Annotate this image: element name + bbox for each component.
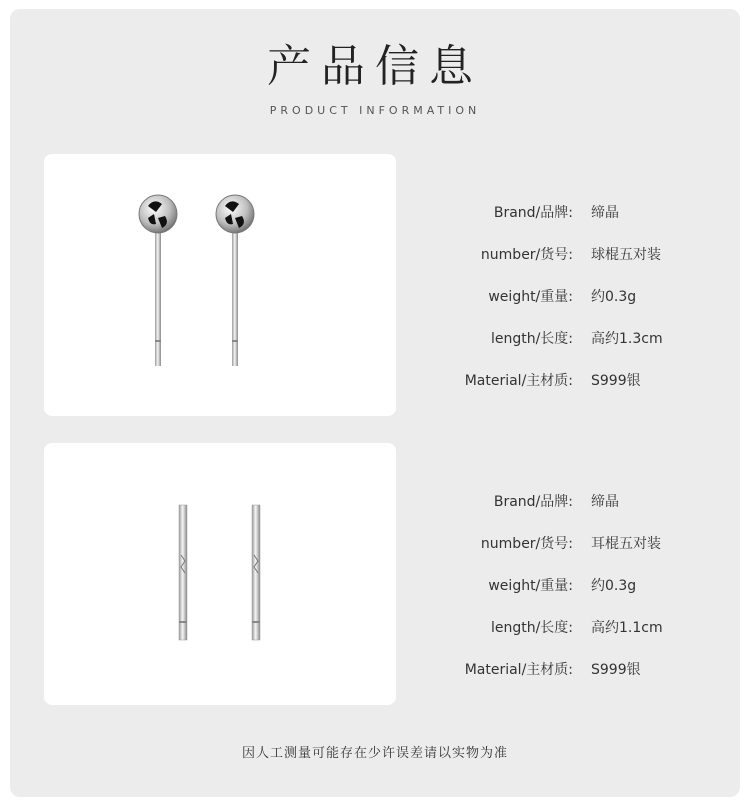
spec-value: 球棍五对装: [591, 247, 661, 263]
spec-row-brand: [440, 485, 720, 527]
measurement-disclaimer: 因人工测量可能存在少许误差请以实物为准: [241, 746, 508, 761]
spec-row-number: [440, 238, 720, 280]
spec-label: Material/主材质:: [464, 373, 573, 389]
spec-row-brand: [440, 196, 720, 238]
spec-value: S999银: [591, 373, 641, 389]
spec-value: 耳棍五对装: [591, 536, 661, 552]
bar-earring-left: [179, 505, 187, 640]
bar-stud-earrings-icon: [44, 443, 396, 705]
product-image-card-1: [44, 154, 396, 416]
spec-row-length: [440, 322, 720, 364]
spec-row-material: [440, 364, 720, 406]
spec-row-length: [440, 611, 720, 653]
product-image-card-2: [44, 443, 396, 705]
product-specs-2: [440, 485, 720, 695]
spec-row-weight: [440, 280, 720, 322]
product-specs-1: [440, 196, 720, 406]
spec-label: Material/主材质:: [464, 662, 573, 678]
spec-label: Brand/品牌:: [493, 494, 573, 510]
bar-earring-right: [252, 505, 260, 640]
ball-earring-right: [216, 195, 254, 366]
page-subtitle: PRODUCT INFORMATION: [269, 104, 481, 117]
spec-value: 缔晶: [591, 494, 619, 510]
spec-row-material: [440, 653, 720, 695]
spec-row-weight: [440, 569, 720, 611]
spec-value: 约0.3g: [591, 289, 637, 305]
spec-value: 缔晶: [591, 205, 619, 221]
spec-row-number: [440, 527, 720, 569]
spec-label: length/长度:: [490, 331, 573, 347]
spec-value: 高约1.1cm: [591, 620, 663, 636]
spec-label: weight/重量:: [488, 578, 573, 594]
spec-value: S999银: [591, 662, 641, 678]
spec-value: 高约1.3cm: [591, 331, 663, 347]
spec-label: number/货号:: [480, 247, 573, 263]
spec-label: Brand/品牌:: [493, 205, 573, 221]
page-title: 产品信息: [267, 41, 483, 92]
spec-value: 约0.3g: [591, 578, 637, 594]
ball-earring-left: [139, 195, 177, 366]
spec-label: length/长度:: [490, 620, 573, 636]
ball-stud-earrings-icon: [44, 154, 396, 416]
spec-label: number/货号:: [480, 536, 573, 552]
spec-label: weight/重量:: [488, 289, 573, 305]
